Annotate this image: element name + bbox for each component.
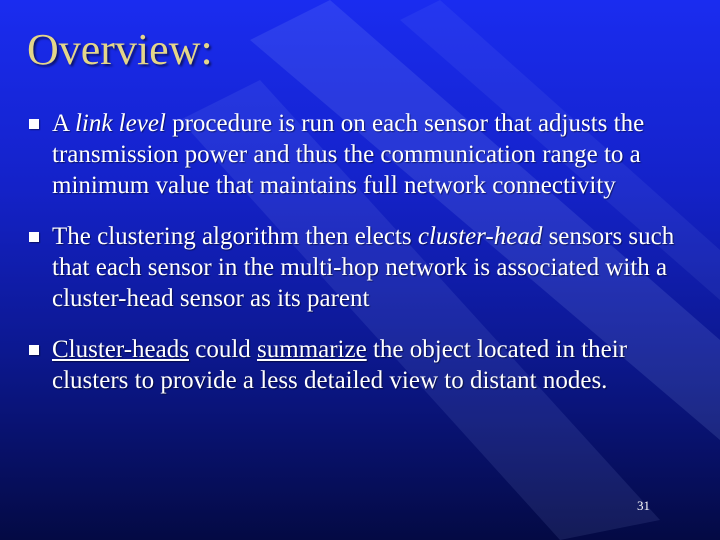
bullet-text-run: A xyxy=(52,110,75,137)
bullet-item xyxy=(27,334,677,396)
bullet-text-underline: summarize xyxy=(257,336,367,363)
bullet-text-run: The clustering algorithm then elects xyxy=(52,223,418,250)
slide-title: Overview: xyxy=(27,25,213,74)
bullet-text-underline: Cluster-heads xyxy=(52,336,189,363)
square-bullet-icon xyxy=(29,232,39,242)
bullet-text-italic: link level xyxy=(74,110,166,137)
bullet-text-run: sensors such that each sensor in the multi-hop network is associated with a cluster-head sensor as its parent xyxy=(52,223,675,312)
bullet-list xyxy=(27,108,677,416)
square-bullet-icon xyxy=(29,119,39,129)
bullet-item xyxy=(27,108,677,201)
bullet-text-italic: cluster-head xyxy=(417,223,543,250)
square-bullet-icon xyxy=(29,345,39,355)
bullet-item xyxy=(27,221,677,314)
bullet-text-run: procedure is run on each sensor that adjusts the transmission power and thus the communication range to a minimum value that maintains full network connectivity xyxy=(52,110,645,199)
bullet-text-run: the object located in their clusters to provide a less detailed view to distant nodes. xyxy=(52,336,628,394)
bullet-text-run: could xyxy=(188,336,258,363)
slide-page-number: 31 xyxy=(637,498,650,513)
